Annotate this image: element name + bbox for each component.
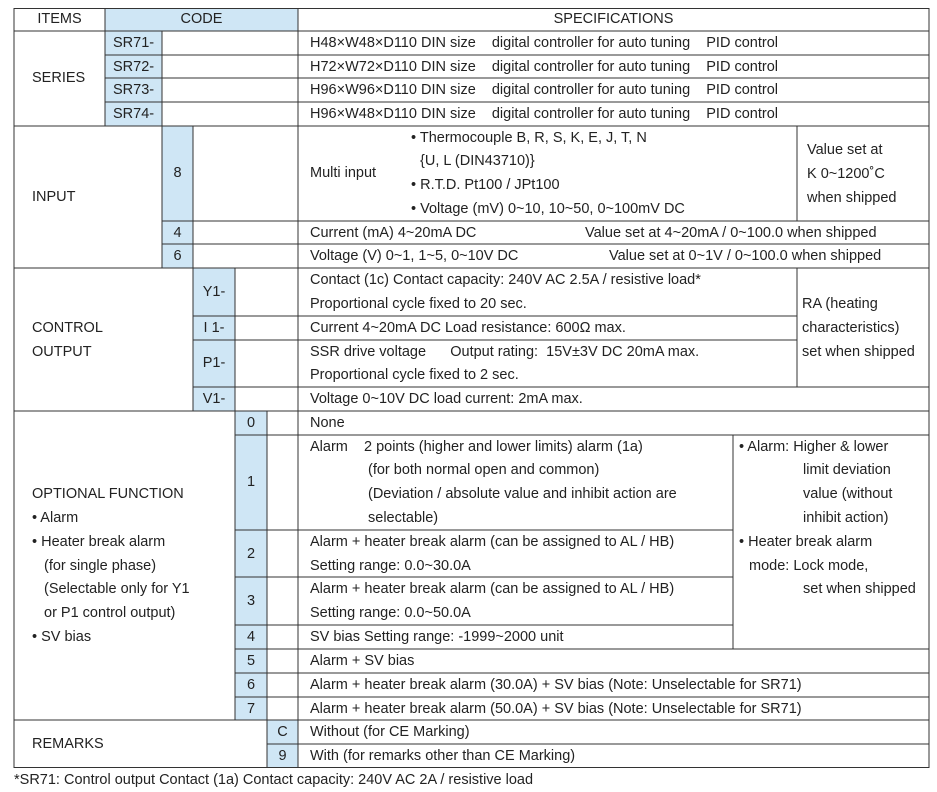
series-code: SR72- (113, 59, 155, 75)
optional-note: mode: Lock mode, (749, 558, 869, 574)
remarks-label: REMARKS (32, 736, 104, 752)
control-spec-line: Current 4~20mA DC Load resistance: 600Ω max. (310, 320, 626, 336)
control-spec-line: Proportional cycle fixed to 2 sec. (310, 367, 519, 383)
footnote: *SR71: Control output Contact (1a) Contact capacity: 240V AC 2A / resistive load (14, 772, 534, 788)
input-code-multi: 8 (173, 165, 182, 181)
control-code: V1- (202, 391, 226, 407)
input-multi-title: Multi input (310, 165, 377, 181)
input-multi-line: • Thermocouple B, R, S, K, E, J, T, N (411, 130, 647, 146)
optional-code: 1 (246, 474, 256, 490)
optional-spec-line: selectable) (368, 510, 439, 526)
control-label: CONTROL (32, 320, 103, 336)
optional-label: or P1 control output) (44, 605, 176, 621)
control-code: P1- (202, 355, 226, 371)
input-multi-line: {U, L (DIN43710)} (420, 153, 535, 169)
control-label: OUTPUT (32, 344, 92, 360)
optional-note: value (without (803, 486, 893, 502)
optional-code: 5 (246, 653, 256, 669)
series-spec: H96×W96×D110 DIN size digital controller for auto tuning PID control (310, 82, 778, 98)
header-specifications: SPECIFICATIONS (553, 11, 674, 27)
series-code: SR71- (113, 35, 155, 51)
optional-note: inhibit action) (803, 510, 889, 526)
input-voltage-note: Value set at 0~1V / 0~100.0 when shipped (609, 248, 882, 264)
control-spec-line: Contact (1c) Contact capacity: 240V AC 2.5A / resistive load* (310, 272, 701, 288)
optional-label: (for single phase) (44, 558, 157, 574)
series-code: SR74- (113, 106, 155, 122)
control-spec-line: SSR drive voltage Output rating: 15V±3V DC 20mA max. (310, 344, 700, 360)
optional-spec-line: Setting range: 0.0~50.0A (310, 605, 471, 621)
header-code: CODE (180, 11, 223, 27)
optional-code: 6 (246, 677, 256, 693)
input-code-voltage: 6 (173, 248, 182, 264)
optional-spec-line: Alarm + heater break alarm (can be assigned to AL / HB) (310, 534, 675, 550)
remarks-text: Without (for CE Marking) (310, 724, 470, 740)
optional-label: • Heater break alarm (32, 534, 166, 550)
optional-spec-line: Alarm 2 points (higher and lower limits) alarm (1a) (310, 439, 643, 455)
optional-label: OPTIONAL FUNCTION (32, 486, 184, 502)
input-voltage-text: Voltage (V) 0~1, 1~5, 0~10V DC (310, 248, 519, 264)
input-multi-note: K 0~1200˚C (807, 166, 885, 182)
optional-code: 4 (246, 629, 256, 645)
header-items: ITEMS (37, 11, 82, 27)
optional-label: • Alarm (32, 510, 79, 526)
optional-label: • SV bias (32, 629, 92, 645)
remarks-code: 9 (278, 748, 287, 764)
series-spec: H96×W48×D110 DIN size digital controller for auto tuning PID control (310, 106, 778, 122)
optional-code: 3 (246, 593, 256, 609)
series-spec: H48×W48×D110 DIN size digital controller for auto tuning PID control (310, 35, 778, 51)
series-code: SR73- (113, 82, 155, 98)
input-multi-note: Value set at (807, 142, 883, 158)
optional-code: 2 (246, 546, 256, 562)
optional-note: • Heater break alarm (739, 534, 873, 550)
input-multi-note: when shipped (807, 190, 897, 206)
optional-note: set when shipped (803, 581, 916, 597)
optional-spec-line: Setting range: 0.0~30.0A (310, 558, 471, 574)
optional-note: limit deviation (803, 462, 891, 478)
input-label: INPUT (32, 189, 76, 205)
optional-code: 7 (246, 701, 256, 717)
optional-label: (Selectable only for Y1 (44, 581, 190, 597)
optional-spec-line: SV bias Setting range: -1999~2000 unit (310, 629, 564, 645)
optional-spec-line: (Deviation / absolute value and inhibit action are (368, 486, 677, 502)
optional-spec-line: Alarm + SV bias (310, 653, 415, 669)
input-multi-line: • Voltage (mV) 0~10, 10~50, 0~100mV DC (411, 201, 685, 217)
optional-spec-line: (for both normal open and common) (368, 462, 600, 478)
control-note: set when shipped (802, 344, 915, 360)
control-code: Y1- (202, 284, 226, 300)
control-spec-line: Voltage 0~10V DC load current: 2mA max. (310, 391, 583, 407)
series-label: SERIES (32, 70, 86, 86)
input-code-current: 4 (173, 225, 182, 241)
optional-spec-line: Alarm + heater break alarm (30.0A) + SV bias (Note: Unselectable for SR71) (310, 677, 802, 693)
remarks-code: C (277, 724, 288, 740)
optional-code: 0 (246, 415, 256, 431)
optional-spec-line: Alarm + heater break alarm (can be assigned to AL / HB) (310, 581, 675, 597)
control-code: I 1- (203, 320, 225, 336)
control-spec-line: Proportional cycle fixed to 20 sec. (310, 296, 527, 312)
remarks-text: With (for remarks other than CE Marking) (310, 748, 576, 764)
input-current-text: Current (mA) 4~20mA DC (310, 225, 477, 241)
optional-spec-line: None (310, 415, 345, 431)
series-spec: H72×W72×D110 DIN size digital controller for auto tuning PID control (310, 59, 778, 75)
input-multi-line: • R.T.D. Pt100 / JPt100 (411, 177, 560, 193)
control-note: RA (heating (802, 296, 878, 312)
input-current-note: Value set at 4~20mA / 0~100.0 when shipped (585, 225, 877, 241)
control-note: characteristics) (802, 320, 900, 336)
optional-spec-line: Alarm + heater break alarm (50.0A) + SV bias (Note: Unselectable for SR71) (310, 701, 802, 717)
optional-note: • Alarm: Higher & lower (739, 439, 889, 455)
